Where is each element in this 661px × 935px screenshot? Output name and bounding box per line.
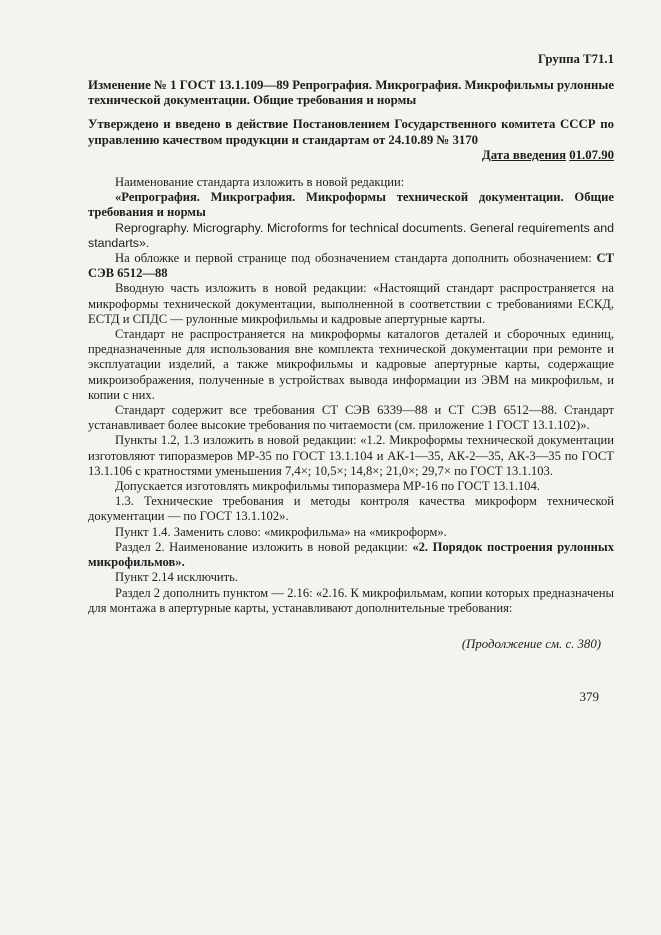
paragraph-cover-designation — [88, 251, 614, 281]
paragraph-item-1-4: Пункт 1.4. Заменить слово: «микрофильма» на «микроформ». — [115, 524, 447, 539]
paragraph-items-1-2-1-3: Пункты 1.2, 1.3 изложить в новой редакции: «1.2. Микроформы технической документации изготовляют типоразмеров МР-35 по ГОСТ 13.1.104 и АК-1—35, АК-2—35, АК-3—35 по ГОСТ 13.1.106 с кратностями уменьшения 7,4×; 10,5×; 14,8×; 21,0×; 29,7× по ГОСТ 13.1.103. — [88, 433, 614, 478]
paragraph-item-1-3: 1.3. Технические требования и методы контроля качества микроформ технической документации — по ГОСТ 13.1.102». — [88, 494, 614, 524]
section-2-name-text: Раздел 2. Наименование изложить в новой редакции: — [115, 539, 408, 554]
paragraph-new-title-ru: «Репрография. Микрография. Микроформы технической документации. Общие требования и нормы — [88, 190, 614, 220]
paragraph-scope-exclusion: Стандарт не распространяется на микроформы каталогов деталей и сборочных единиц, предназначенные для использования вне комплекта технической документации при ремонте и эксплуатации изделий, а также микрофильмы и кадровые апертурные карты, содержащие микроизображения, полученные в устройствах вывода информации из ЭВМ на микрофильм, и копии с них. — [88, 327, 614, 402]
effective-date-value: 01.07.90 — [569, 147, 614, 162]
change-heading: Изменение № 1 ГОСТ 13.1.109—89 Репрография. Микрография. Микрофильмы рулонные технической документации. Общие требования и нормы — [88, 78, 614, 108]
paragraph-standard-contents: Стандарт содержит все требования СТ СЭВ 6339—88 и СТ СЭВ 6512—88. Стандарт устанавливает более высокие требования по читаемости (см. приложение 1 ГОСТ 13.1.102)». — [88, 403, 614, 433]
paragraph-title-instruction: Наименование стандарта изложить в новой редакции: — [115, 175, 405, 190]
effective-date-label: Дата введения — [481, 147, 566, 162]
page-number: 379 — [579, 689, 599, 704]
approval-statement: Утверждено и введено в действие Постановлением Государственного комитета СССР по управлению качеством продукции и стандартам от 24.10.89 № 3170 — [88, 117, 614, 147]
paragraph-mr16-allowed: Допускается изготовлять микрофильмы типоразмера МР-16 по ГОСТ 13.1.104. — [115, 479, 540, 494]
paragraph-item-2-16: Раздел 2 дополнить пунктом — 2.16: «2.16. К микрофильмам, копии которых предназначены для монтажа в апертурные карты, устанавливают дополнительные требования: — [88, 585, 614, 615]
document-body — [88, 52, 614, 616]
paragraph-section-2-name — [88, 540, 614, 570]
section-2-name-new: «2. Порядок построения рулонных микрофильмов». — [88, 539, 614, 570]
cover-designation-text: На обложке и первой странице под обозначением стандарта дополнить обозначением: — [115, 251, 592, 266]
paragraph-new-title-en: Reprography. Micrography. Microforms for technical documents. General requirements and standarts». — [88, 220, 614, 250]
effective-date-line — [88, 148, 614, 163]
group-code: Группа Т71.1 — [538, 52, 614, 66]
paragraph-item-2-14: Пункт 2.14 исключить. — [115, 570, 239, 585]
continuation-note: (Продолжение см. с. 380) — [461, 637, 601, 651]
cover-designation-code: СТ СЭВ 6512—88 — [88, 251, 615, 281]
paragraph-intro: Вводную часть изложить в новой редакции: «Настоящий стандарт распространяется на микроформы технической документации, выполненной в соответствии с требованиями ЕСКД, ЕСТД и СПДС — рулонные микрофильмы и кадровые апертурные карты. — [88, 281, 614, 326]
